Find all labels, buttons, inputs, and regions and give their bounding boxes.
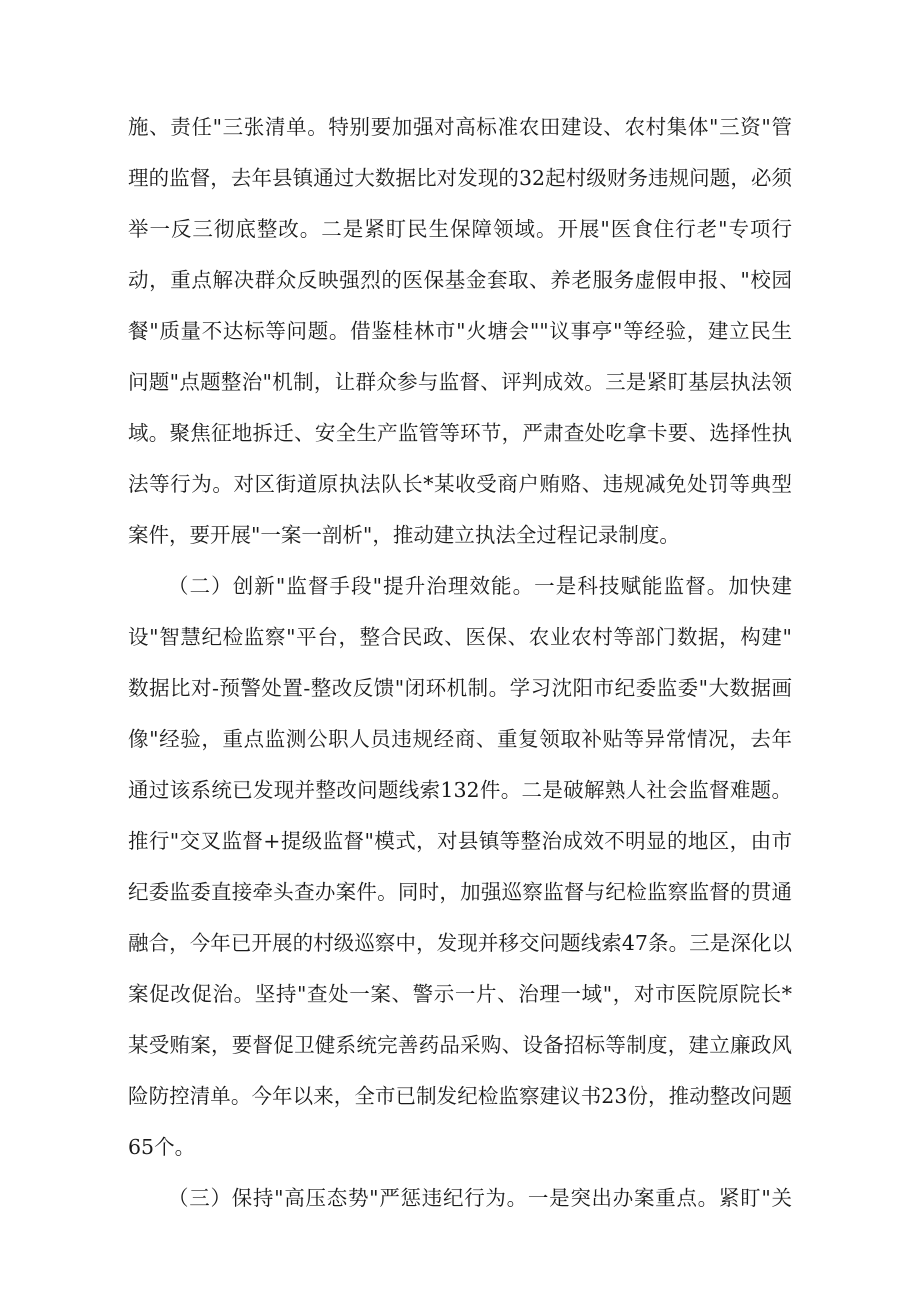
paragraph-line: 设"智慧纪检监察"平台，整合民政、医保、农业农村等部门数据，构建" — [128, 625, 792, 649]
paragraph-line: 问题"点题整治"机制，让群众参与监督、评判成效。三是紧盯基层执法领 — [128, 370, 792, 394]
paragraph-line: 案促改促治。坚持"查处一案、警示一片、治理一域"，对市医院原院长* — [128, 982, 792, 1006]
paragraph-line: 餐"质量不达标等问题。借鉴桂林市"火塘会""议事亭"等经验，建立民生 — [128, 319, 792, 343]
paragraph-line: 65个。 — [128, 1135, 196, 1159]
section-heading-line: （二）创新"监督手段"提升治理效能。一是科技赋能监督。加快建 — [168, 574, 792, 598]
paragraph-line: 案件，要开展"一案一剖析"，推动建立执法全过程记录制度。 — [128, 523, 680, 547]
paragraph-line: 动，重点解决群众反映强烈的医保基金套取、养老服务虚假申报、"校园 — [128, 268, 792, 292]
paragraph-line: 施、责任"三张清单。特别要加强对高标准农田建设、农村集体"三资"管 — [128, 115, 792, 139]
paragraph-line: 推行"交叉监督+提级监督"模式，对县镇等整治成效不明显的地区，由市 — [128, 829, 792, 853]
paragraph-line: 纪委监委直接牵头查办案件。同时，加强巡察监督与纪检监察监督的贯通 — [128, 880, 792, 904]
paragraph-line: 融合，今年已开展的村级巡察中，发现并移交问题线索47条。三是深化以 — [128, 931, 792, 955]
section-heading-line: （三）保持"高压态势"严惩违纪行为。一是突出办案重点。紧盯"关 — [168, 1186, 792, 1210]
paragraph-line: 数据比对-预警处置-整改反馈"闭环机制。学习沈阳市纪委监委"大数据画 — [128, 676, 792, 700]
paragraph-line: 某受贿案，要督促卫健系统完善药品采购、设备招标等制度，建立廉政风 — [128, 1033, 792, 1057]
paragraph-line: 通过该系统已发现并整改问题线索132件。二是破解熟人社会监督难题。 — [128, 778, 792, 802]
paragraph-line: 域。聚焦征地拆迁、安全生产监管等环节，严肃查处吃拿卡要、选择性执 — [128, 421, 792, 445]
paragraph-line: 像"经验，重点监测公职人员违规经商、重复领取补贴等异常情况，去年 — [128, 727, 792, 751]
paragraph-line: 理的监督，去年县镇通过大数据比对发现的32起村级财务违规问题，必须 — [128, 166, 792, 190]
paragraph-line: 举一反三彻底整改。二是紧盯民生保障领域。开展"医食住行老"专项行 — [128, 217, 792, 241]
paragraph-line: 法等行为。对区街道原执法队长*某收受商户贿赂、违规减免处罚等典型 — [128, 472, 792, 496]
paragraph-line: 险防控清单。今年以来，全市已制发纪检监察建议书23份，推动整改问题 — [128, 1084, 792, 1108]
